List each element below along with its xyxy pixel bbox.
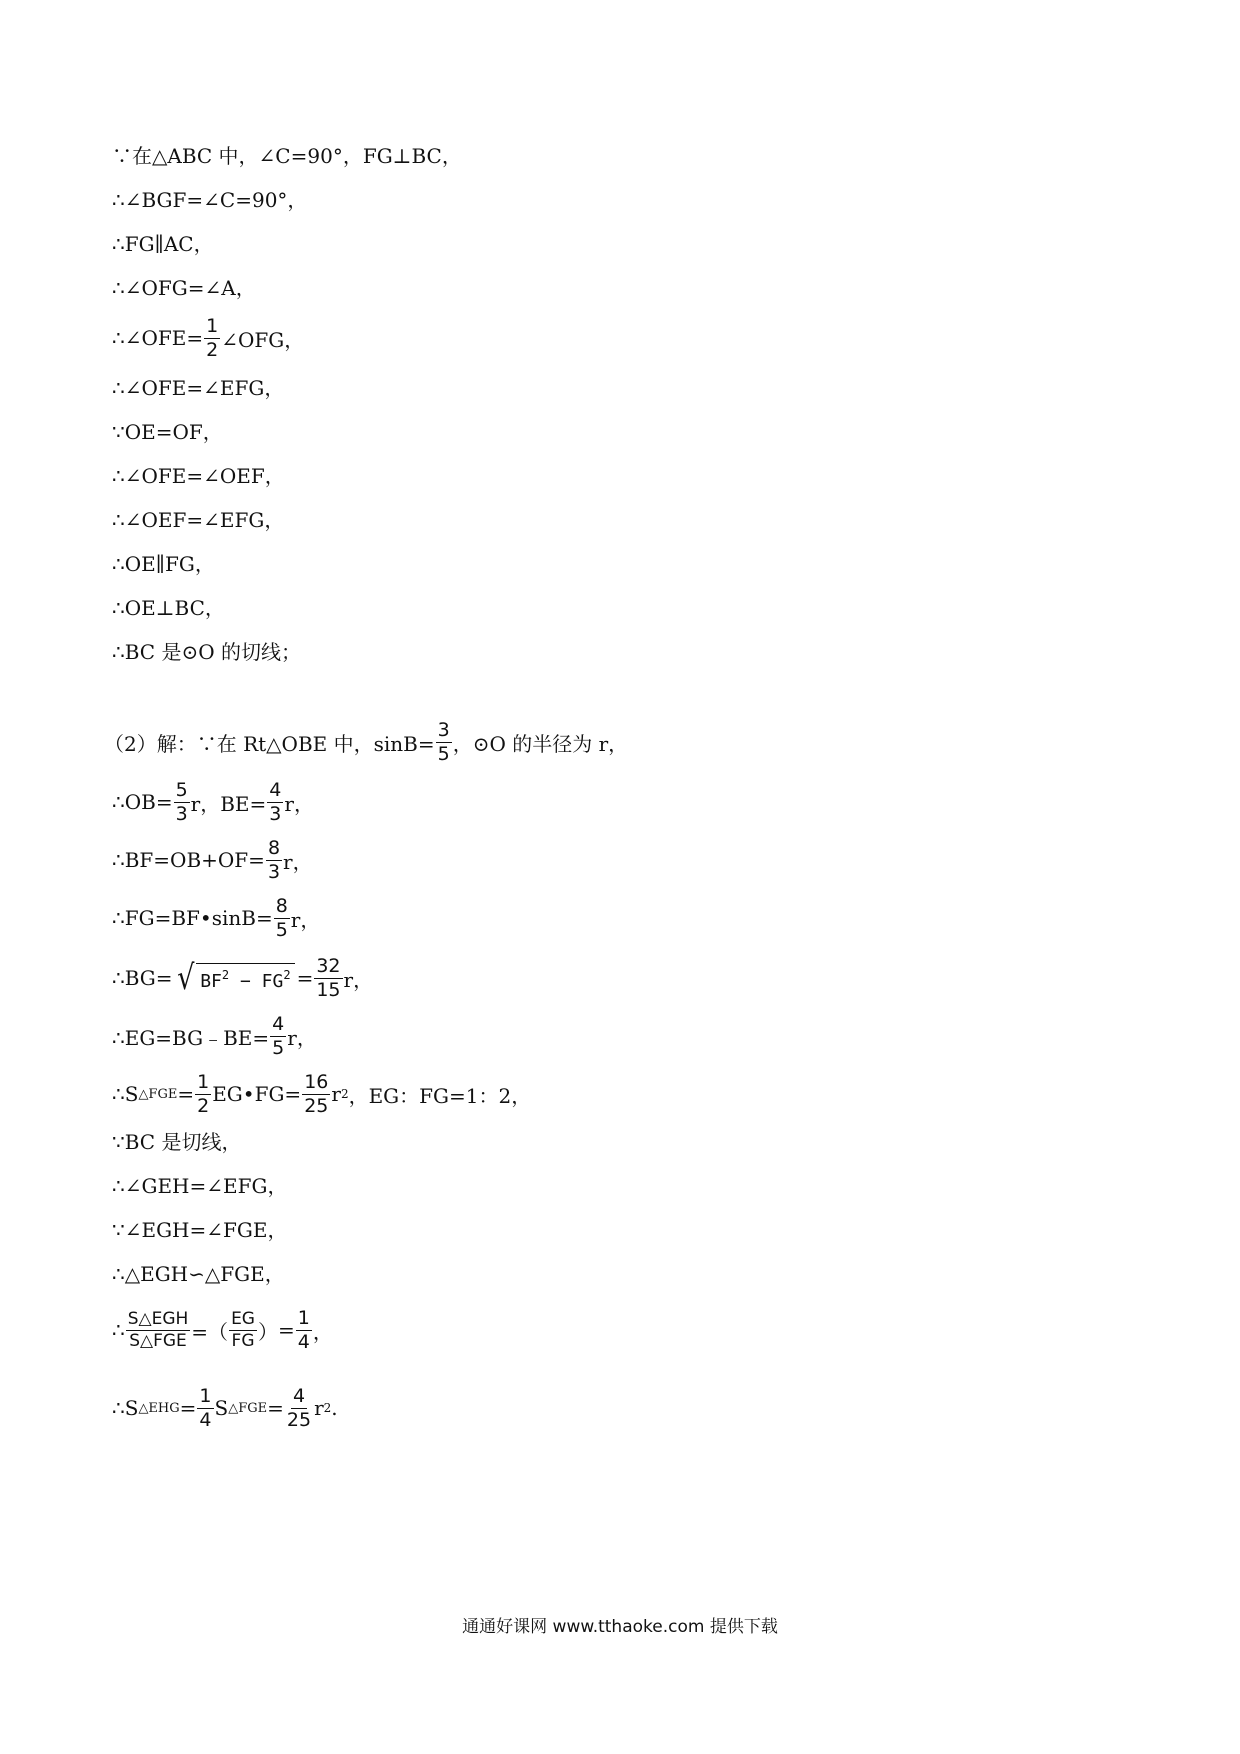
numerator: 8 bbox=[267, 836, 281, 859]
numerator: 1 bbox=[297, 1306, 310, 1329]
proof-text: ∴FG∥AC， bbox=[112, 231, 214, 256]
proof-line bbox=[112, 586, 225, 626]
numerator: 4 bbox=[269, 778, 282, 801]
fraction bbox=[285, 1384, 313, 1431]
exponent: 2 bbox=[340, 1087, 349, 1101]
proof-line bbox=[112, 266, 256, 306]
proof-line bbox=[112, 630, 301, 670]
numerator: 4 bbox=[272, 1012, 285, 1035]
numerator: 8 bbox=[275, 894, 288, 917]
exponent: 2 bbox=[283, 967, 291, 982]
proof-line bbox=[112, 178, 307, 218]
proof-text: ∴∠OFE=∠EFG， bbox=[112, 375, 285, 400]
square-root bbox=[175, 957, 295, 998]
subscript: △FGE bbox=[138, 1086, 178, 1102]
fraction bbox=[195, 1070, 211, 1117]
denominator: 5 bbox=[275, 918, 288, 941]
solution-text: ） bbox=[257, 1319, 278, 1344]
solution-text: r bbox=[314, 1396, 324, 1420]
solution-text: = bbox=[296, 966, 314, 990]
denominator: 5 bbox=[272, 1036, 285, 1059]
minus-sign: − bbox=[229, 970, 262, 992]
proof-line bbox=[112, 542, 215, 582]
solution-text: ∴ bbox=[112, 1318, 125, 1342]
denominator: 4 bbox=[199, 1408, 212, 1431]
numerator: 1 bbox=[206, 314, 219, 337]
numerator: 16 bbox=[304, 1070, 329, 1093]
solution-text: ∴∠GEH=∠EFG， bbox=[112, 1173, 288, 1198]
denominator: 25 bbox=[304, 1094, 329, 1117]
solution-text: ，EG：FG=1：2， bbox=[348, 1083, 532, 1108]
fraction bbox=[314, 954, 342, 1001]
fraction bbox=[266, 836, 282, 883]
page-footer: 通通好课网 www.tthaoke.com 提供下载 bbox=[462, 1617, 778, 1637]
solution-text: ， bbox=[312, 1319, 333, 1344]
solution-text: = bbox=[177, 1082, 195, 1106]
proof-text: ∴∠OEF=∠EFG， bbox=[112, 507, 285, 532]
solution-text: r， bbox=[287, 1025, 317, 1050]
solution-text: ∴△EGH∽△FGE， bbox=[112, 1261, 285, 1286]
radicand-term: BF bbox=[200, 970, 222, 992]
exponent: 2 bbox=[323, 1401, 332, 1415]
denominator: 2 bbox=[206, 338, 219, 361]
solution-line bbox=[104, 716, 628, 768]
solution-text: S bbox=[214, 1396, 229, 1420]
fraction bbox=[267, 778, 283, 825]
solution-text: EG•FG= bbox=[212, 1082, 302, 1106]
fraction bbox=[197, 1384, 213, 1431]
solution-text: ∴FG=BF•sinB= bbox=[112, 906, 273, 930]
solution-line bbox=[112, 1164, 287, 1204]
subscript: △FGE bbox=[228, 1400, 268, 1416]
proof-line bbox=[112, 316, 304, 360]
solution-line bbox=[112, 834, 313, 886]
proof-text: ∴∠OFG=∠A， bbox=[112, 275, 256, 300]
numerator: 32 bbox=[316, 954, 341, 977]
solution-text: r，BE= bbox=[190, 791, 267, 816]
fraction bbox=[174, 778, 190, 825]
solution-line bbox=[112, 892, 320, 944]
proof-text: ∵在△ABC 中，∠C=90°，FG⊥BC， bbox=[112, 143, 462, 168]
numerator: 1 bbox=[199, 1384, 212, 1407]
solution-text: ∴EG=BG﹣BE= bbox=[112, 1025, 270, 1050]
solution-text: r， bbox=[284, 791, 314, 816]
solution-text: ∴OB= bbox=[112, 790, 173, 814]
solution-line bbox=[112, 1010, 317, 1062]
radicand bbox=[196, 963, 294, 994]
fraction bbox=[296, 1306, 312, 1353]
solution-text: （2）解：∵在 Rt△OBE 中，sinB= bbox=[104, 731, 435, 756]
proof-text: ∵OE=OF， bbox=[112, 419, 223, 444]
proof-text: ∴∠OFE= bbox=[112, 326, 204, 350]
proof-line bbox=[112, 498, 284, 538]
solution-line bbox=[112, 1252, 285, 1292]
denominator: FG bbox=[231, 1330, 255, 1351]
fraction bbox=[302, 1070, 330, 1117]
denominator: 3 bbox=[175, 802, 188, 825]
proof-line bbox=[112, 454, 285, 494]
solution-line bbox=[112, 1120, 241, 1160]
denominator: 2 bbox=[197, 1094, 210, 1117]
numerator: 3 bbox=[437, 718, 450, 741]
numerator: 1 bbox=[197, 1070, 210, 1093]
denominator: 3 bbox=[269, 802, 282, 825]
fraction bbox=[270, 1012, 286, 1059]
subscript: △EHG bbox=[138, 1400, 180, 1416]
denominator: 5 bbox=[437, 742, 450, 765]
solution-text: =（ bbox=[191, 1319, 229, 1344]
numerator: EG bbox=[231, 1308, 255, 1329]
solution-text: r， bbox=[343, 967, 374, 992]
proof-text: ∠OFG， bbox=[221, 327, 305, 352]
proof-line bbox=[112, 222, 214, 262]
denominator: 4 bbox=[297, 1330, 310, 1353]
solution-line bbox=[112, 776, 314, 828]
solution-line bbox=[112, 1380, 338, 1436]
denominator: 25 bbox=[286, 1408, 312, 1431]
solution-line bbox=[112, 1208, 287, 1248]
fraction bbox=[436, 718, 452, 765]
denominator: 3 bbox=[267, 860, 281, 883]
solution-line bbox=[112, 1302, 333, 1358]
proof-line bbox=[112, 366, 284, 406]
solution-text: r， bbox=[283, 849, 313, 874]
solution-text: ∴S bbox=[112, 1396, 139, 1420]
solution-text: = bbox=[179, 1396, 197, 1420]
fraction bbox=[229, 1308, 257, 1351]
solution-text: ∵BC 是切线， bbox=[112, 1129, 242, 1154]
exponent: 2 bbox=[221, 967, 230, 982]
solution-text: ∴BG= bbox=[112, 966, 173, 990]
solution-line bbox=[112, 950, 373, 1006]
numerator: 4 bbox=[292, 1384, 306, 1407]
solution-text: r， bbox=[290, 907, 321, 932]
proof-text: ∴OE∥FG， bbox=[112, 551, 215, 576]
solution-text: r bbox=[331, 1082, 341, 1106]
radical-sign-icon: √ bbox=[176, 957, 195, 998]
numerator: S△EGH bbox=[127, 1308, 189, 1329]
solution-text: ，⊙O 的半径为 r， bbox=[452, 731, 629, 756]
proof-text: ∴∠OFE=∠OEF， bbox=[112, 463, 285, 488]
solution-text: ∴S bbox=[112, 1082, 139, 1106]
solution-text: ∴BF=OB+OF= bbox=[112, 848, 265, 872]
solution-text: . bbox=[331, 1396, 338, 1420]
fraction bbox=[126, 1308, 191, 1351]
proof-line bbox=[112, 134, 462, 174]
proof-text: ∴∠BGF=∠C=90°， bbox=[112, 187, 308, 212]
proof-text: ∴OE⊥BC， bbox=[112, 595, 225, 620]
fraction bbox=[204, 314, 220, 361]
denominator: S△FGE bbox=[129, 1330, 187, 1351]
radicand-term: FG bbox=[261, 970, 284, 992]
denominator: 15 bbox=[316, 978, 341, 1001]
solution-line bbox=[112, 1068, 531, 1120]
proof-line bbox=[112, 410, 223, 450]
solution-text: = bbox=[277, 1318, 295, 1342]
solution-text: = bbox=[267, 1396, 284, 1420]
proof-text: ∴BC 是⊙O 的切线； bbox=[112, 639, 301, 664]
fraction bbox=[274, 894, 290, 941]
solution-text: ∵∠EGH=∠FGE， bbox=[112, 1217, 288, 1242]
numerator: 5 bbox=[175, 778, 188, 801]
